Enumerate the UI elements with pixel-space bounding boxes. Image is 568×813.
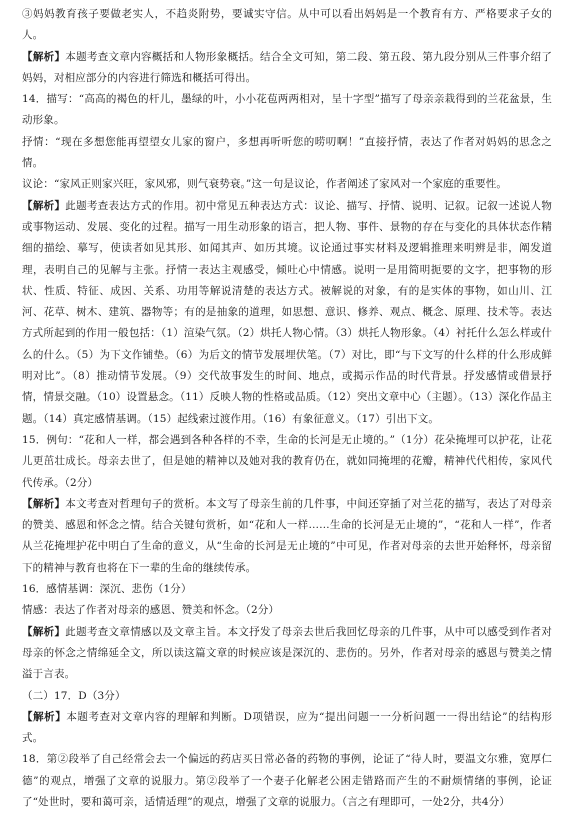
paragraph-text: 18．第②段举了自己经常会去一个偏远的药店买日常必备的药物的事例，论证了“待人时，要温文尔雅，宽厚仁德”的观点，增强了文章的说服力。第②段举了一个妻子化解老公困走错路而产生的不耐烦情绪的事例，论证了“处世时，要和蔼可亲，适情适理”的观点，增强了文章的说服力。（言之有理即可，一处2分，共4分） bbox=[22, 753, 552, 808]
answer-paragraph bbox=[22, 4, 552, 47]
answer-paragraph bbox=[22, 132, 552, 175]
paragraph-text: （二）17．D（3分） bbox=[22, 689, 126, 702]
paragraph-text: ③妈妈教育孩子要做老实人，不趋炎附势，要诚实守信。从中可以看出妈妈是一个教育有方、严格要求子女的人。 bbox=[22, 8, 552, 42]
analysis-tag: 【解析】 bbox=[22, 710, 67, 723]
analysis-paragraph bbox=[22, 622, 552, 686]
answer-paragraph bbox=[22, 430, 552, 494]
answer-paragraph bbox=[22, 579, 552, 600]
paragraph-text: 议论：“家风正则家兴旺，家风邪，则气衰势衰。”这一句是议论，作者阐述了家风对一个家庭的重要性。 bbox=[22, 178, 508, 191]
analysis-paragraph bbox=[22, 196, 552, 430]
paragraph-text: 本题考查对文章内容的理解和判断。D项错误，应为“提出问题一一分析问题一一得出结论”的结构形式。 bbox=[22, 710, 552, 745]
answer-paragraph bbox=[22, 749, 552, 813]
paragraph-text: 15．例句：“花和人一样，都会遇到各种各样的不幸，生命的长河是无止境的。”（1分）花朵掩埋可以护花，让花儿更茁壮成长。母亲去世了，但是她的精神以及她对我的教育仍在，就如同掩埋的花瓣，精神代代相传，家风代代传承。（2分） bbox=[22, 433, 552, 489]
analysis-paragraph bbox=[22, 47, 552, 90]
paragraph-text: 14．描写：“高高的褐色的杆儿，墨绿的叶，小小花苞两两相对，呈十字型”描写了母亲亲栽得到的兰花盆景，生动形象。 bbox=[22, 93, 552, 127]
analysis-tag: 【解析】 bbox=[22, 625, 66, 638]
analysis-paragraph bbox=[22, 494, 552, 579]
answer-paragraph bbox=[22, 600, 552, 621]
analysis-paragraph bbox=[22, 707, 552, 750]
analysis-tag: 【解析】 bbox=[22, 497, 66, 510]
answer-paragraph bbox=[22, 174, 552, 195]
paragraph-text: 抒情：“现在多想您能再望望女儿家的窗户，多想再听听您的唠叨啊！”直接抒情，表达了作者对妈妈的思念之情。 bbox=[22, 135, 552, 170]
analysis-tag: 【解析】 bbox=[22, 50, 66, 63]
paragraph-text: 情感：表达了作者对母亲的感恩、赞美和怀念。（2分） bbox=[22, 604, 280, 617]
analysis-tag: 【解析】 bbox=[22, 199, 66, 212]
paragraph-text: 本题考查文章内容概括和人物形象概括。结合全文可知，第二段、第五段、第九段分别从三件事介绍了妈妈，对相应部分的内容进行筛选和概括可得出。 bbox=[22, 50, 552, 84]
answer-paragraph bbox=[22, 686, 552, 707]
answer-paragraph bbox=[22, 89, 552, 132]
paragraph-text: 此题考查文章情感以及文章主旨。本文抒发了母亲去世后我回忆母亲的几件事，从中可以感受到作者对母亲的怀念之情绵延全文，所以读这篇文章的时候应该是深沉的、悲伤的。另外，作者对母亲的感恩与赞美之情溢于言表。 bbox=[22, 625, 552, 681]
paragraph-text: 16．感情基调：深沉、悲伤（1分） bbox=[22, 583, 192, 596]
paragraph-text: 本文考查对哲理句子的赏析。本文写了母亲生前的几件事，中间还穿插了对兰花的描写，表达了对母亲的赞美、感恩和怀念之情。结合关键句赏析，如“花和人一样……生命的长河是无止境的”，“花和人一样”，作者从兰花掩埋护花中明白了生命的意义，从“生命的长河是无止境的”中可见，作者对母亲的去世开始释怀，母亲留下的精神与教育也将在下一辈的生命的继续传承。 bbox=[22, 497, 552, 574]
paragraph-text: 此题考查表达方式的作用。初中常见五种表达方式：议论、描写、抒情、说明、记叙。记叙一述说人物或事物运动、发展、变化的过程。描写一用生动形象的语言，把人物、事件、景物的存在与变化的具体状态作精细的描绘、摹写，使读者如见其形、如闻其声、如历其境。议论通过事实材料及逻辑推理来明辨是非，阐发道理，表明自己的见解与主张。抒情一表达主观感受，倾吐心中情感。说明一是用简明扼要的文字，把事物的形状、性质、特征、成因、关系、功用等解说清楚的表达方式。被解说的对象，有的是实体的事物，如山川、江河、花草、树木、建筑、器物等；有的是抽象的道理，如思想、意识、修养、观点、概念、原理、技术等。表达方式所起到的作用一般包括：（1）渲染气氛。（2）烘托人物心情。（3）烘托人物形象。（4）衬托什么怎么样或什么的什么。（5）为下文作铺垫。（6）为后文的情节发展埋伏笔。（7）对比，即“与下文写的什么样的什么形成鲜明对比”。（8）推动情节发展。（9）交代故事发生的时间、地点，或揭示作品的时代背景。抒发感情或借景抒情，情景交融。（10）设置悬念。（11）反映人物的性格或品质。（12）突出文章中心（主题）。（13）深化作品主题。（14）真定感情基调。（15）起线索过渡作用。（16）有象征意义。（17）引出下文。 bbox=[22, 199, 552, 425]
